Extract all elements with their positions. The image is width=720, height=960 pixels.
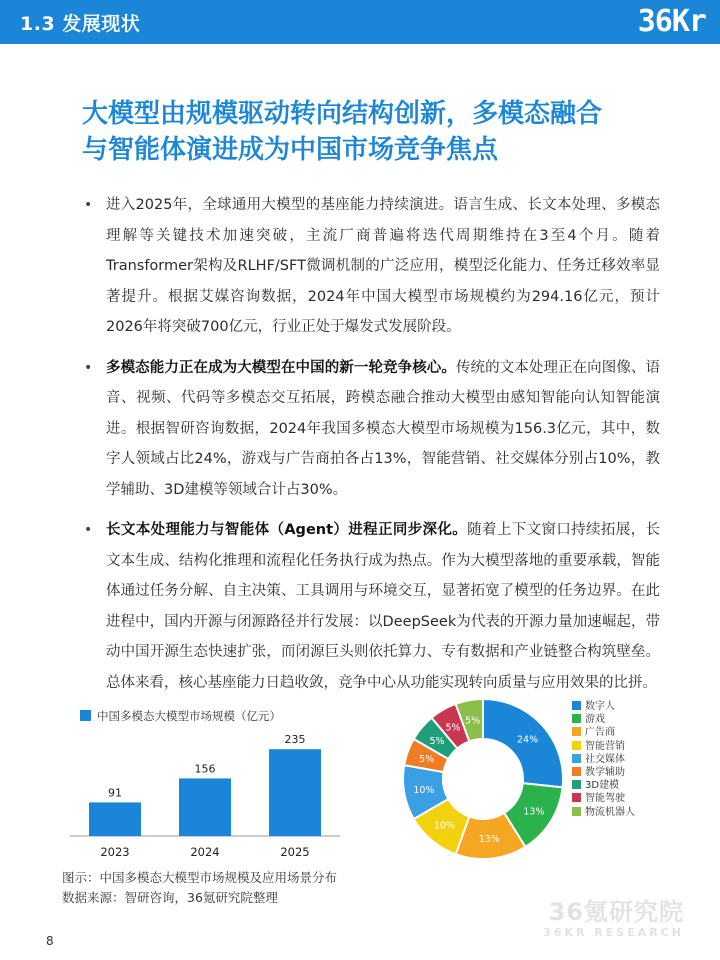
bullet-text: 进入2025年，全球通用大模型的基座能力持续演进。语言生成、长文本处理、多模态理解等关键技术加速突破，主流厂商普遍将迭代周期维持在3至4个月。随着Transformer架构及RLHF/SFT微调机制的广泛应用，模型泛化能力、任务迁移效率显著提升。根据艾媒咨询数据，2024年中国大模型市场规模约为294.16亿元，预计2026年将突破700亿元，行业正处于爆发式发展阶段。 xyxy=(106,197,660,335)
caption-source: 数据来源：智研咨询，36氪研究院整理 xyxy=(62,890,278,905)
headline-line-1: 大模型由规模驱动转向结构创新，多模态融合 xyxy=(82,99,603,129)
legend-swatch xyxy=(572,754,581,763)
donut-chart xyxy=(398,694,568,864)
donut-data-label: 5% xyxy=(445,722,461,734)
donut-legend-item xyxy=(572,806,635,819)
legend-swatch xyxy=(572,793,581,802)
donut-data-label: 13% xyxy=(478,834,500,846)
bar-2025 xyxy=(269,749,321,836)
bar-tick-label: 2024 xyxy=(190,845,220,859)
bar-chart xyxy=(70,730,340,864)
bar-tick-label: 2025 xyxy=(280,845,310,859)
bullet-item xyxy=(80,353,660,506)
bullet-text: 传统的文本处理正在向图像、语音、视频、代码等多模态交互拓展，跨模态融合推动大模型由感知智能向认知智能演进。根据智研咨询数据，2024年我国多模态大模型市场规模为156.3亿元，其中，数字人领域占比24%，游戏与广告商拍各占13%，智能营销、社交媒体分别占10%，教学辅助、3D建模等领域合计占30%。 xyxy=(106,359,661,498)
donut-legend-label: 社交媒体 xyxy=(585,753,625,765)
donut-legend-label: 智能驾驶 xyxy=(585,793,625,805)
page-number: 8 xyxy=(46,934,54,948)
donut-data-label: 10% xyxy=(413,784,435,796)
figure-caption xyxy=(62,868,337,908)
watermark xyxy=(543,898,684,940)
bar-chart-legend xyxy=(80,708,281,724)
donut-data-label: 5% xyxy=(419,753,435,765)
donut-legend-label: 广告商 xyxy=(585,727,615,739)
bullet-dot-icon: • xyxy=(84,359,93,376)
bar-2024 xyxy=(179,778,231,836)
donut-data-label: 5% xyxy=(429,735,445,747)
section-title: 1.3 发展现状 xyxy=(20,13,141,35)
headline-line-2: 与智能体演进成为中国市场竞争焦点 xyxy=(82,135,499,165)
donut-legend-item xyxy=(572,779,635,792)
donut-legend-item xyxy=(572,766,635,779)
donut-data-label: 10% xyxy=(433,820,455,832)
donut-legend-label: 智能营销 xyxy=(585,740,625,752)
legend-swatch xyxy=(572,727,581,736)
legend-swatch xyxy=(572,780,581,789)
bullet-item xyxy=(80,515,660,698)
brand-logo: 36Kr xyxy=(637,4,706,39)
legend-swatch xyxy=(572,714,581,723)
donut-legend-item xyxy=(572,700,635,713)
bar-legend-label: 中国多模态大模型市场规模（亿元） xyxy=(97,709,281,723)
donut-legend-label: 数字人 xyxy=(585,701,615,712)
donut-data-label: 13% xyxy=(523,806,545,818)
legend-swatch xyxy=(572,767,581,776)
legend-swatch xyxy=(572,741,581,750)
bullet-text: 随着上下文窗口持续拓展，长文本生成、结构化推理和流程化任务执行成为热点。作为大模型落地的重要承载，智能体通过任务分解、自主决策、工具调用与环境交互，显著拓宽了模型的任务边界。在此进程中，国内开源与闭源路径并行发展：以DeepSeek为代表的开源力量加速崛起，带动中国开源生态快速扩张，而闭源巨头则依托算力、专有数据和产业链整合构筑壁垒。总体来看，核心基座能力日趋收敛，竞争中心从功能实现转向质量与应用效果的比拼。 xyxy=(106,522,660,691)
bar-data-label: 91 xyxy=(108,786,122,800)
donut-legend-item xyxy=(572,726,635,739)
bar-2023 xyxy=(89,802,141,836)
watermark-line-1: 36氪研究院 xyxy=(548,898,684,926)
donut-legend-label: 游戏 xyxy=(585,714,605,726)
caption-title: 图示：中国多模态大模型市场规模及应用场景分布 xyxy=(62,870,338,885)
bullet-dot-icon: • xyxy=(84,522,93,538)
donut-data-label: 5% xyxy=(465,715,481,727)
donut-legend-item xyxy=(572,792,635,805)
donut-legend-label: 3D建模 xyxy=(585,780,620,792)
bullet-list xyxy=(80,190,660,708)
donut-legend xyxy=(572,700,635,819)
legend-swatch xyxy=(80,710,91,721)
donut-data-label: 24% xyxy=(517,734,539,746)
donut-legend-item xyxy=(572,713,635,726)
bullet-lead: 多模态能力正在成为大模型在中国的新一轮竞争核心。 xyxy=(106,359,456,376)
watermark-line-2: 36KR RESEARCH xyxy=(543,926,684,939)
bar-data-label: 235 xyxy=(284,733,306,747)
bar-tick-label: 2023 xyxy=(100,845,130,859)
donut-legend-item xyxy=(572,753,635,766)
donut-legend-label: 物流机器人 xyxy=(585,806,635,818)
page-headline xyxy=(82,96,682,168)
section-header xyxy=(0,0,720,44)
donut-legend-label: 教学辅助 xyxy=(585,767,625,779)
legend-swatch xyxy=(572,807,581,816)
bullet-dot-icon: • xyxy=(84,197,93,213)
donut-legend-item xyxy=(572,740,635,753)
bar-data-label: 156 xyxy=(194,762,216,776)
legend-swatch xyxy=(572,701,581,710)
bullet-lead: 长文本处理能力与智能体（Agent）进程正同步深化。 xyxy=(106,522,468,538)
bullet-item xyxy=(80,190,660,343)
